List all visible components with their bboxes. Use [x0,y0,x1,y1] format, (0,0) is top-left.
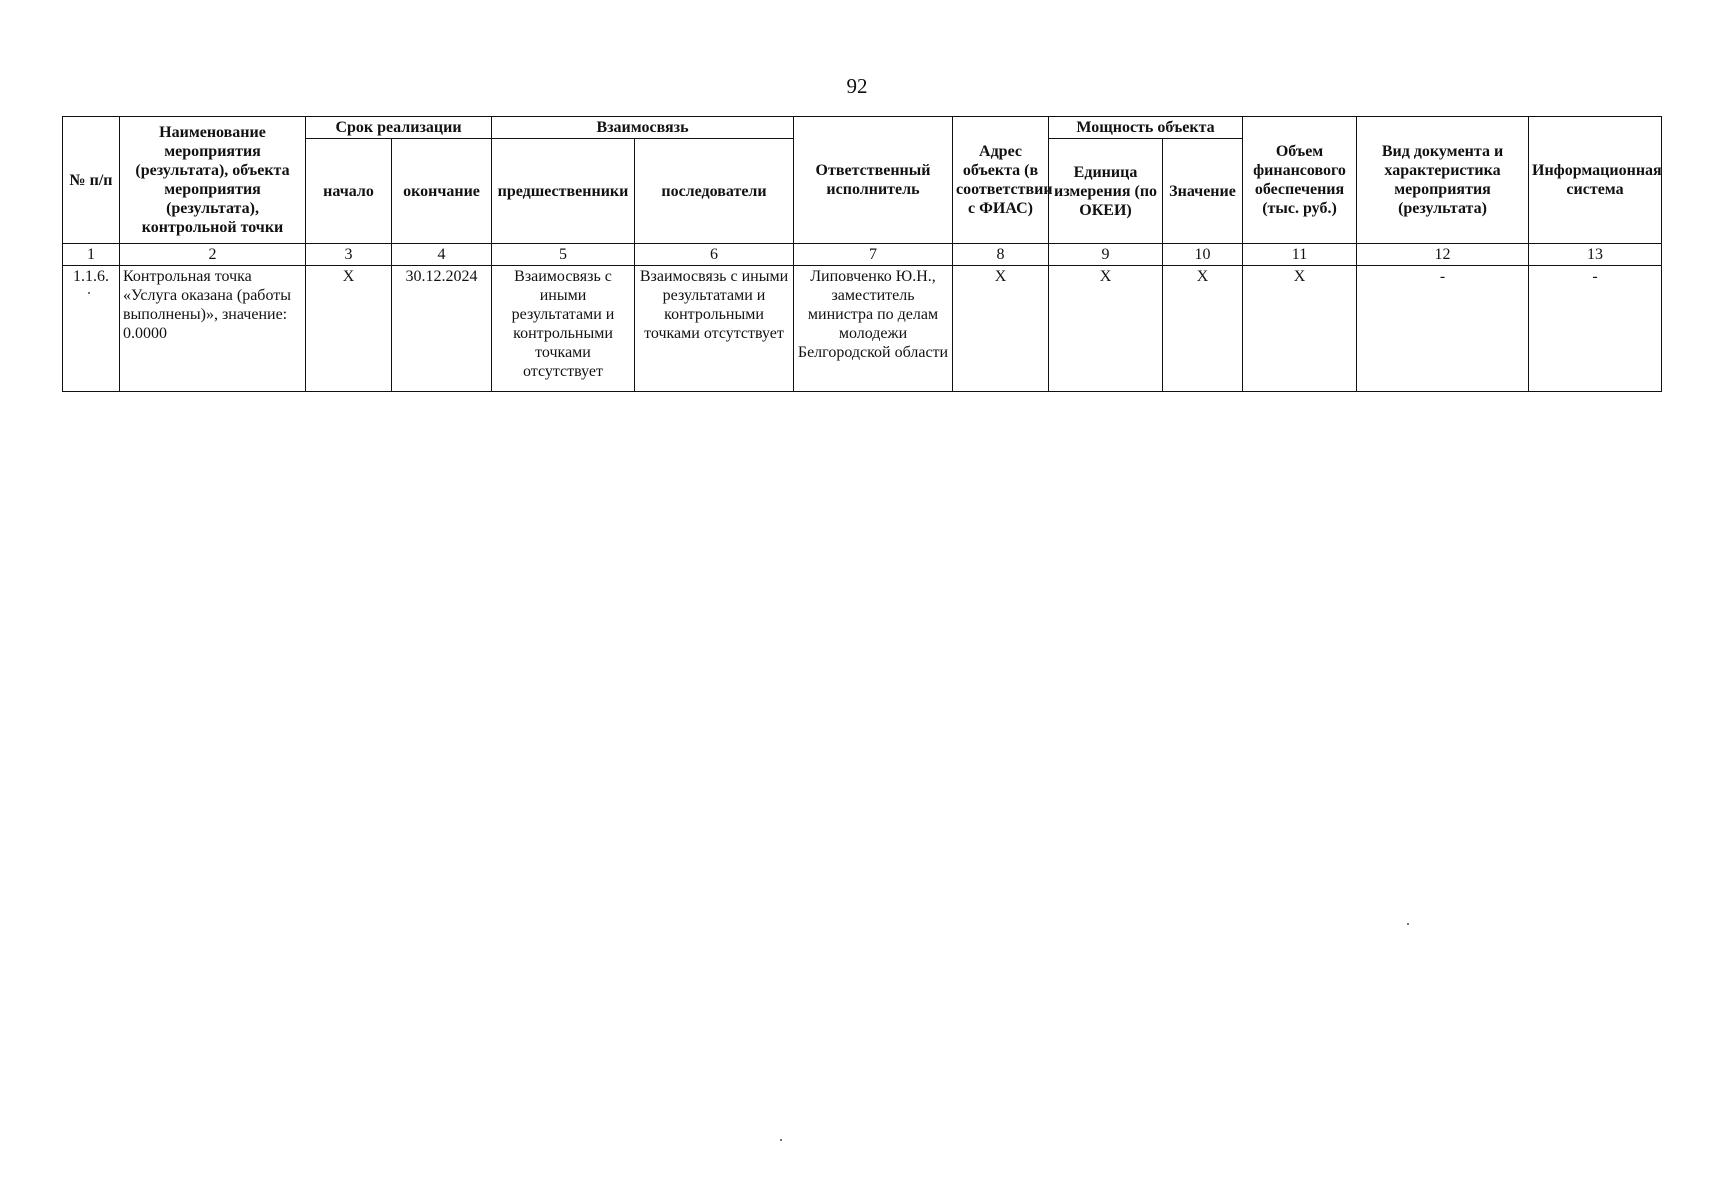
header-col-address: Адрес объекта (в соответствии с ФИАС) [953,117,1049,244]
header-col-end: окончание [392,139,492,244]
header-group-link: Взаимосвязь [492,117,794,139]
header-col-doc-type: Вид документа и характеристика мероприятия (результата) [1357,117,1529,244]
plan-table [62,116,1662,392]
scan-speck [88,292,90,294]
row-start: X [306,266,392,392]
column-number: 9 [1049,244,1163,266]
header-col-successors: последователи [635,139,794,244]
column-number: 13 [1529,244,1662,266]
header-col-info-system: Информационная система [1529,117,1662,244]
table-body [63,266,1662,392]
header-col-number: № п/п [63,117,120,244]
row-name: Контрольная точка «Услуга оказана (работы выполнены)», значение: 0.0000 [120,266,306,392]
row-number: 1.1.6. [63,266,120,392]
header-group-term: Срок реализации [306,117,492,139]
column-number: 12 [1357,244,1529,266]
scan-speck [780,1139,782,1141]
row-value: X [1163,266,1243,392]
column-number: 10 [1163,244,1243,266]
page-number: 92 [846,74,868,98]
header-col-value: Значение [1163,139,1243,244]
column-number: 4 [392,244,492,266]
header-col-start: начало [306,139,392,244]
column-number-row [63,244,1662,266]
header-col-funding: Объем финансового обеспечения (тыс. руб.) [1243,117,1357,244]
row-unit: X [1049,266,1163,392]
column-number: 8 [953,244,1049,266]
column-number: 2 [120,244,306,266]
column-number: 6 [635,244,794,266]
header-group-capacity: Мощность объекта [1049,117,1243,139]
row-responsible: Липовченко Ю.Н., заместитель министра по делам молодежи Белгородской области [794,266,953,392]
row-successors: Взаимосвязь с иными результатами и контрольными точками отсутствует [635,266,794,392]
row-end: 30.12.2024 [392,266,492,392]
table-row [63,266,1662,392]
table-header [63,117,1662,244]
column-number: 11 [1243,244,1357,266]
row-address: X [953,266,1049,392]
header-col-predecessors: предшественники [492,139,635,244]
column-number: 7 [794,244,953,266]
column-numbers [63,244,1662,266]
header-col-responsible: Ответственный исполнитель [794,117,953,244]
row-info-system: - [1529,266,1662,392]
column-number: 1 [63,244,120,266]
column-number: 5 [492,244,635,266]
row-funding: X [1243,266,1357,392]
scan-speck [1407,923,1409,925]
header-col-unit: Единица измерения (по ОКЕИ) [1049,139,1163,244]
header-col-name: Наименование мероприятия (результата), объекта мероприятия (результата), контрольной точки [120,117,306,244]
row-predecessors: Взаимосвязь с иными результатами и контрольными точками отсутствует [492,266,635,392]
column-number: 3 [306,244,392,266]
row-doc-type: - [1357,266,1529,392]
